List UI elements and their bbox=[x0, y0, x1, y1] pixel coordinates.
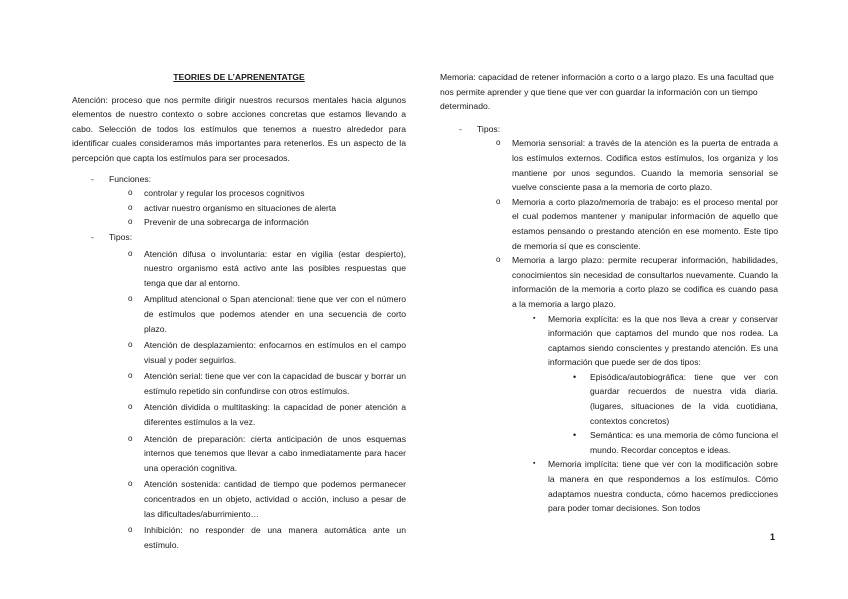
circle-bullet: o bbox=[496, 255, 501, 265]
list-item: ▪ Memoria explícita: es la que nos lleva a crear y conservar información que captamos del mundo que nos rodea. La captamos siendo conscientes y prestando atención. Es una información que puede ser de dos tipos: bbox=[533, 313, 778, 368]
list-item: • Episódica/autobiográfica: tiene que ver con guardar recuerdos de nuestra vida diaria. (lugares, situaciones de la vida cuotidiana, contextos concretos) bbox=[573, 371, 778, 426]
list-item: o Atención de desplazamiento: enfocarnos en estímulos en el campo visual y poder seguirlos. bbox=[128, 340, 406, 365]
tipos-memoria-heading: - Tipos: bbox=[440, 122, 778, 137]
circle-bullet: o bbox=[128, 479, 133, 489]
circle-bullet: o bbox=[128, 402, 133, 412]
right-column bbox=[440, 70, 778, 516]
funciones-heading: - Funciones: bbox=[72, 172, 406, 187]
circle-bullet: o bbox=[128, 294, 133, 304]
circle-bullet: o bbox=[496, 196, 501, 206]
list-item: o Inhibición: no responder de una manera automática ante un estímulo. bbox=[128, 525, 406, 550]
circle-bullet: o bbox=[128, 371, 133, 381]
dot-bullet: • bbox=[573, 371, 577, 382]
circle-bullet: o bbox=[128, 188, 133, 198]
list-item: o Amplitud atencional o Span atencional: tiene que ver con el número de estímulos que podemos atender en una secuencia de corto plazo. bbox=[128, 294, 406, 334]
list-item: o Memoria a largo plazo: permite recuperar información, habilidades, conocimientos sin necesidad de consultarlos nuevamente. Cuando la información de la memoria a corto plazo se codifica es cuando pasa a la memoria a largo plazo. bbox=[496, 255, 778, 309]
square-bullet: ▪ bbox=[533, 460, 536, 468]
circle-bullet: o bbox=[128, 525, 133, 535]
left-column bbox=[72, 70, 406, 552]
memoria-definition: Memoria: capacidad de retener información a corto o a largo plazo. Es una facultad que nos permite aprender y que tiene que ver con guardar la información con un tiempo determinado. bbox=[440, 72, 774, 112]
circle-bullet: o bbox=[496, 138, 501, 148]
dash-bullet: - bbox=[91, 231, 94, 242]
circle-bullet: o bbox=[128, 202, 133, 212]
circle-bullet: o bbox=[128, 340, 133, 350]
list-item: o Atención dividida o multitasking: la capacidad de poner atención a diferentes estímulos a la vez. bbox=[128, 402, 406, 428]
dash-bullet: - bbox=[91, 173, 94, 184]
list-item: o controlar y regular los procesos cognitivos bbox=[72, 186, 406, 201]
list-item: o Atención sostenida: cantidad de tiempo que podemos permanecer concentrados en un objeto, actividad o acción, incluso a pesar de las dificultades/aburrimiento… bbox=[128, 479, 406, 519]
circle-bullet: o bbox=[128, 248, 133, 258]
atencion-definition: Atención: proceso que nos permite dirigir nuestros recursos mentales hacia algunos elementos de nuestro contexto o sobre acciones concretas que estamos llevando a cabo. Selección de todos los estímulos que tenemos a nuestro alrededor para identificar cuales consideramos más importantes para retenerlos. Es un aspecto de la percepción que capta los estímulos para ser procesados. bbox=[72, 94, 406, 163]
page-title: TEORIES DE L’APRENENTATGE bbox=[173, 72, 305, 82]
list-item: o Prevenir de una sobrecarga de información bbox=[72, 215, 406, 230]
circle-bullet: o bbox=[128, 217, 133, 227]
list-item: o Atención de preparación: cierta anticipación de unos esquemas internos que tenemos que llevar a cabo inmediatamente para hacer una operación cognitiva. bbox=[128, 433, 406, 473]
square-bullet: ▪ bbox=[533, 314, 536, 322]
tipos-atencion-heading: - Tipos: bbox=[72, 230, 406, 245]
dash-bullet: - bbox=[459, 123, 462, 134]
list-item: o activar nuestro organismo en situaciones de alerta bbox=[72, 201, 406, 216]
list-item: ▪ Memoria implícita: tiene que ver con la modificación sobre la manera en que respondemos a los estímulos. Cómo adaptamos nuestra conducta, cómo hacemos predicciones para poder tomar decisiones. Son todos bbox=[533, 459, 778, 514]
dot-bullet: • bbox=[573, 430, 577, 441]
page-number: 1 bbox=[770, 532, 776, 542]
circle-bullet: o bbox=[128, 433, 133, 443]
list-item: o Atención difusa o involuntaria: estar en vigilia (estar despierto), nuestro organismo está activo ante las posibles respuestas que tenga que dar al entorno. bbox=[128, 248, 406, 288]
list-item: o Memoria sensorial: a través de la atención es la puerta de entrada a los estímulos externos. Codifica estos estímulos, los organiza y los mantiene por unos segundos. Cuando la memoria sensorial se vuelve consciente pasa a la memoria de corto plazo. bbox=[496, 138, 778, 193]
list-item: o Memoria a corto plazo/memoria de trabajo: es el proceso mental por el cual podemos mantener y manipular información de aquello que estamos pensando o prestando atención en ese momento. Este tipo de memoria sí que es consciente. bbox=[496, 196, 778, 251]
list-item: • Semántica: es una memoria de cómo funciona el mundo. Recordar conceptos e ideas. bbox=[573, 430, 778, 455]
list-item: o Atención serial: tiene que ver con la capacidad de buscar y borrar un estímulo repetido sin confundirse con otros estímulos. bbox=[128, 371, 406, 396]
